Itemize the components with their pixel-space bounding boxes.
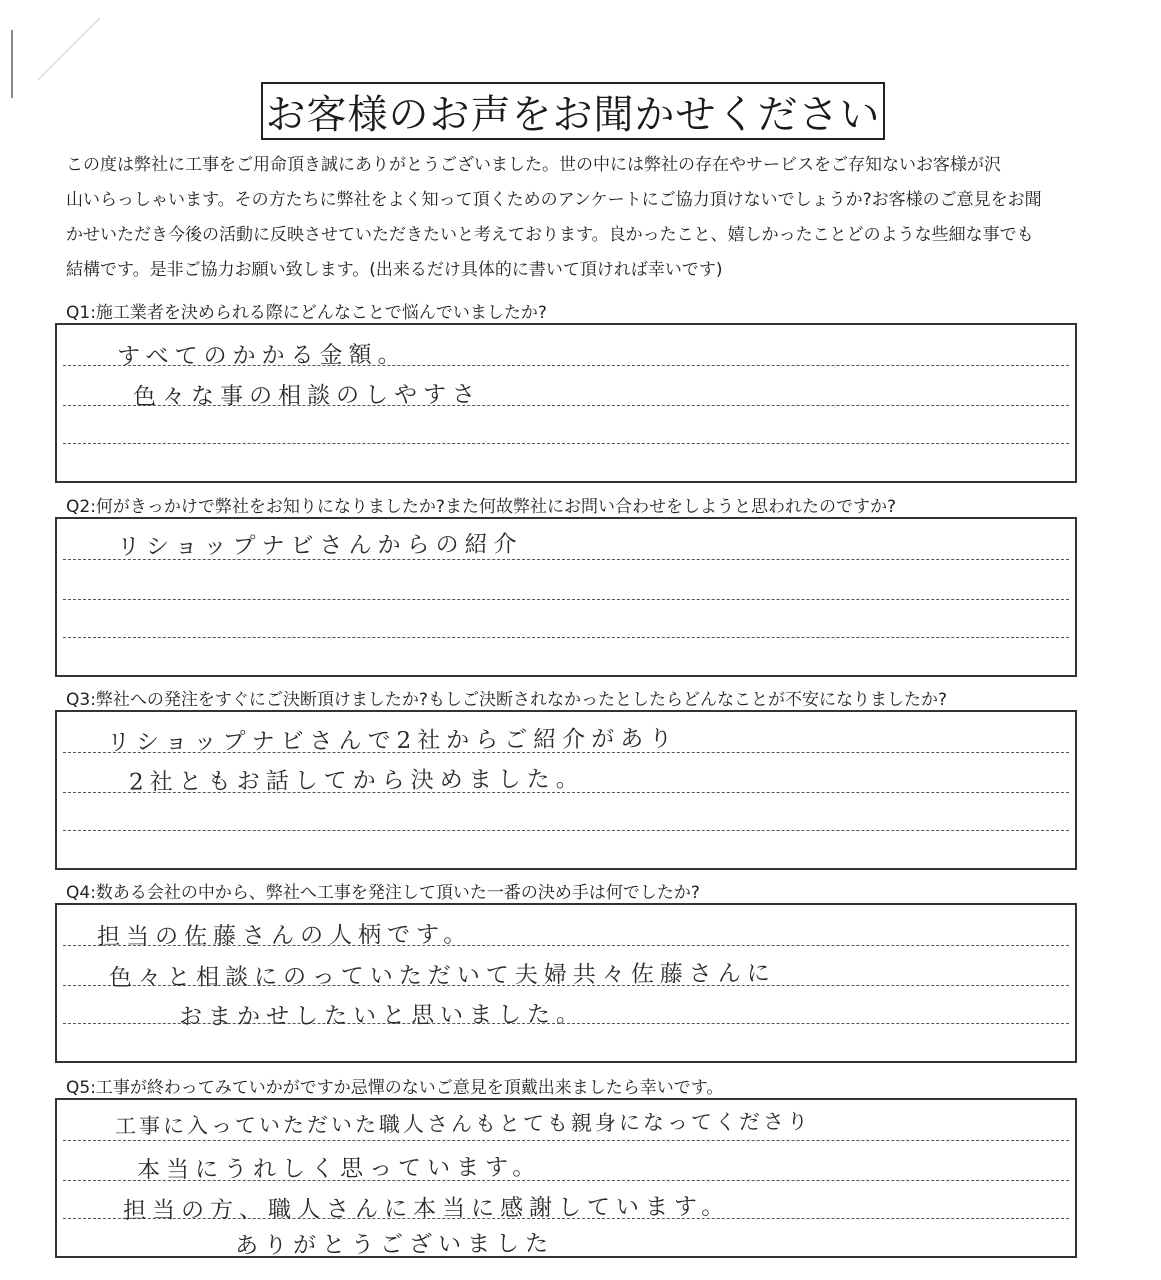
intro-text [66, 148, 1086, 288]
intro-line: この度は弊社に工事をご用命頂き誠にありがとうございました。世の中には弊社の存在やサービスをご存知ないお客様が沢 [66, 155, 1001, 175]
handwritten-answer: 担当の佐藤さんの人柄です。 [96, 921, 473, 951]
handwritten-answer: 工事に入っていただいた職人さんもとても親身になってくださり [114, 1109, 812, 1139]
ruled-line [63, 830, 1069, 831]
question-3-label: Q3:弊社への発注をすぐにご決断頂けましたか?もしご決断されなかったとしたらどんなことが不安になりましたか? [66, 690, 947, 710]
handwritten-answer: リショップナビさんで2社からご紹介があり [106, 726, 679, 756]
answer-box-4 [55, 903, 1077, 1063]
answer-box-1 [55, 323, 1077, 483]
ruled-line [63, 443, 1069, 444]
handwritten-answer: 本当にうれしく思っています。 [136, 1154, 542, 1184]
handwritten-answer: リショップナビさんからの紹介 [116, 531, 523, 561]
ruled-line [63, 637, 1069, 638]
ruled-line [63, 599, 1069, 600]
question-1-label: Q1:施工業者を決められる際にどんなことで悩んでいましたか? [66, 303, 547, 323]
handwritten-answer: 色々と相談にのっていただいて夫婦共々佐藤さんに [108, 960, 776, 992]
handwritten-answer: おまかせしたいと思いました。 [178, 1001, 586, 1031]
question-2-label: Q2:何がきっかけで弊社をお知りになりましたか?また何故弊社にお問い合わせをしようと思われたのですか? [66, 497, 896, 517]
handwritten-answer: ありがとうございました [234, 1230, 555, 1260]
question-5-label: Q5:工事が終わってみていかがですか忌憚のないご意見を頂戴出来ましたら幸いです。 [66, 1078, 724, 1098]
answer-box-5 [55, 1098, 1077, 1258]
answer-box-2 [55, 517, 1077, 677]
ruled-line [63, 1140, 1069, 1141]
question-4-label: Q4:数ある会社の中から、弊社へ工事を発注して頂いた一番の決め手は何でしたか? [66, 883, 700, 903]
intro-line: 山いらっしゃいます。その方たちに弊社をよく知って頂くためのアンケートにご協力頂けないでしょうか?お客様のご意見をお聞 [66, 190, 1042, 210]
intro-line: かせいただき今後の活動に反映させていただきたいと考えております。良かったこと、嬉しかったことどのような些細な事でも [66, 225, 1034, 245]
handwritten-answer: すべてのかかる金額。 [116, 341, 407, 371]
handwritten-answer: 2社ともお話してから決めました。 [128, 766, 585, 796]
handwritten-answer: 色々な事の相談のしやすさ [132, 381, 482, 411]
intro-line: 結構です。是非ご協力お願い致します。(出来るだけ具体的に書いて頂ければ幸いです) [66, 260, 723, 280]
answer-box-3 [55, 710, 1077, 870]
survey-title: お客様のお声をお聞かせください [261, 82, 885, 140]
handwritten-answer: 担当の方、職人さんに本当に感謝しています。 [122, 1193, 731, 1225]
scan-corner-mark [8, 10, 108, 100]
